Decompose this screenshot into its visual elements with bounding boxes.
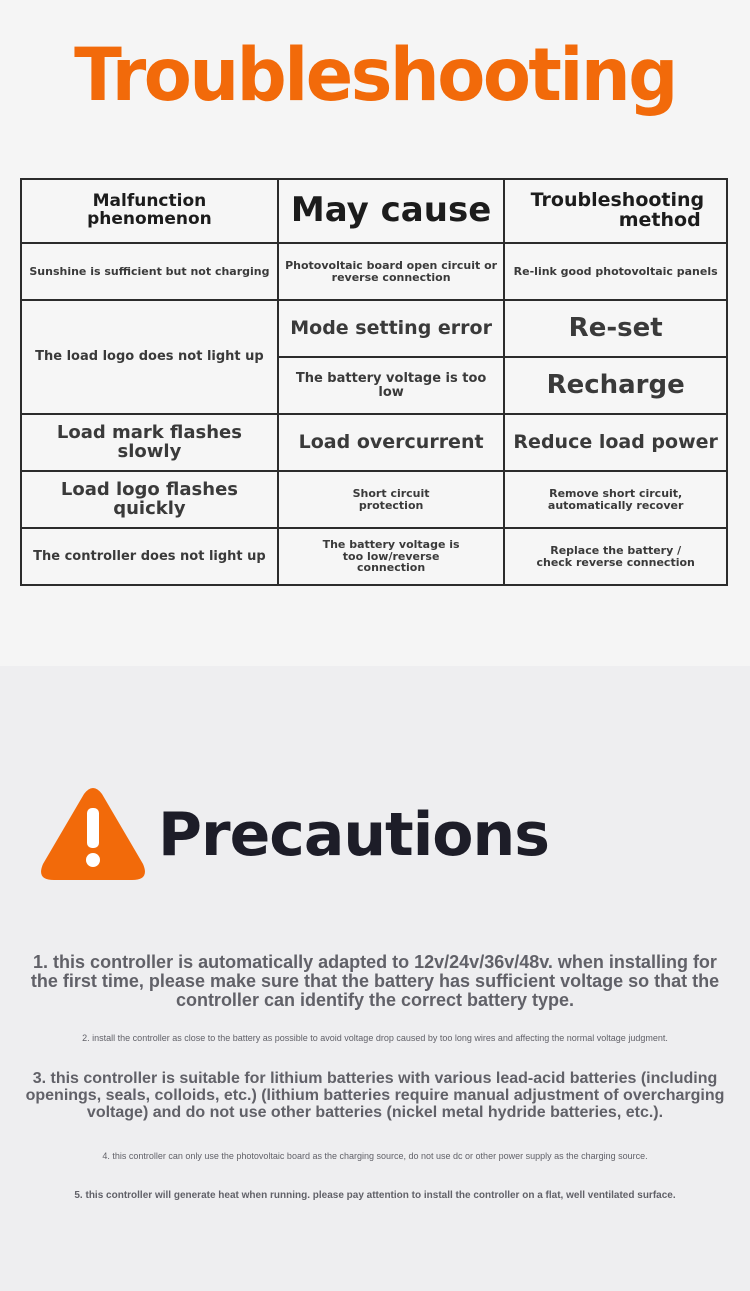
table-row	[21, 471, 727, 528]
cell-method-text: Replace the battery / check reverse connection	[536, 543, 695, 569]
cell-cause	[278, 471, 504, 528]
cell-method: Recharge	[504, 357, 727, 414]
troubleshooting-title: Troubleshooting	[74, 31, 676, 119]
cell-cause: Photovoltaic board open circuit or reverse connection	[278, 243, 504, 300]
table-row	[21, 300, 727, 357]
warning-triangle-icon	[40, 786, 146, 882]
precaution-note-1: 1. this controller is automatically adapted to 12v/24v/36v/48v. when installing for the first time, please make sure that the battery has sufficient voltage so that the controller can identify the correct battery type.	[30, 952, 720, 1010]
cell-cause-text: Short circuit protection	[352, 486, 430, 512]
cell-cause: The battery voltage is too low	[278, 357, 504, 414]
table-row	[21, 528, 727, 585]
cell-cause: Load overcurrent	[278, 414, 504, 471]
header-method-text: Troubleshooting method	[530, 189, 705, 231]
cell-phenomenon: The load logo does not light up	[21, 300, 278, 414]
precautions-title: Precautions	[158, 800, 549, 870]
cell-method	[504, 528, 727, 585]
header-cause: May cause	[278, 179, 504, 243]
precaution-note-2: 2. install the controller as close to the battery as possible to avoid voltage drop caused by too long wires and affecting the normal voltage judgment.	[82, 1033, 668, 1043]
table-row	[21, 243, 727, 300]
cell-phenomenon: Load mark flashes slowly	[21, 414, 278, 471]
header-phenomenon: Malfunction phenomenon	[21, 179, 278, 243]
cell-method: Reduce load power	[504, 414, 727, 471]
cell-method: Re-set	[504, 300, 727, 357]
troubleshooting-table	[20, 178, 728, 586]
cell-phenomenon: Sunshine is sufficient but not charging	[21, 243, 278, 300]
table-header-row	[21, 179, 727, 243]
cell-method: Remove short circuit, automatically recover	[504, 471, 727, 528]
cell-cause-text: The battery voltage is too low/reverse connection	[322, 538, 460, 575]
precaution-note-4: 4. this controller can only use the photovoltaic board as the charging source, do not use dc or other power supply as the charging source.	[102, 1151, 648, 1161]
table-row	[21, 414, 727, 471]
header-method	[504, 179, 727, 243]
precaution-note-5: 5. this controller will generate heat when running. please pay attention to install the controller on a flat, well ventilated surface.	[74, 1190, 676, 1201]
cell-phenomenon: The controller does not light up	[21, 528, 278, 585]
cell-phenomenon: Load logo flashes quickly	[21, 471, 278, 528]
cell-cause	[278, 528, 504, 585]
precaution-note-3: 3. this controller is suitable for lithium batteries with various lead-acid batteries (including openings, seals, colloids, etc.) (lithium batteries require manual adjustment of overcharging voltage) and do not use other batteries (nickel metal hydride batteries, etc.).	[25, 1070, 725, 1121]
cell-method: Re-link good photovoltaic panels	[504, 243, 727, 300]
cell-cause: Mode setting error	[278, 300, 504, 357]
